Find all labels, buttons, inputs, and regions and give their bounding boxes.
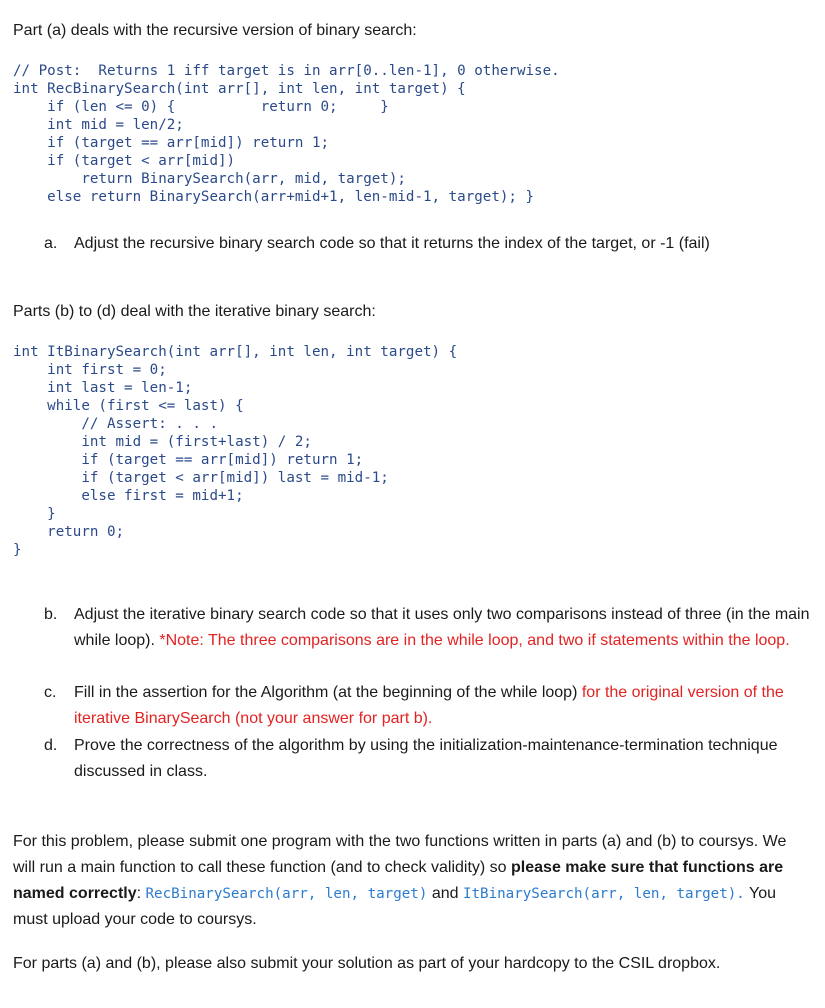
item-a-label: a. bbox=[44, 235, 58, 252]
it-function-signature: ItBinarySearch(arr, len, target). bbox=[462, 886, 745, 902]
code-line: else first = mid+1; bbox=[13, 488, 244, 504]
code-line: else return BinarySearch(arr+mid+1, len-mid-1, target); } bbox=[13, 189, 535, 205]
submit-text-4: You must upload your code to coursys. bbox=[13, 885, 776, 928]
code-line: if (len <= 0) { return 0; } bbox=[13, 99, 389, 115]
hardcopy-instructions: For parts (a) and (b), please also submit your solution as part of your hardcopy to the CSIL dropbox. bbox=[13, 955, 721, 972]
item-d bbox=[44, 733, 814, 785]
item-d-label: d. bbox=[44, 737, 58, 754]
code-line: if (target < arr[mid]) bbox=[13, 153, 236, 169]
code-line: // Assert: . . . bbox=[13, 416, 218, 432]
item-c-text: Fill in the assertion for the Algorithm (at the beginning of the while loop) bbox=[74, 684, 582, 701]
submit-instructions bbox=[13, 829, 813, 933]
part-a-intro: Part (a) deals with the recursive version of binary search: bbox=[13, 22, 417, 39]
item-a bbox=[44, 231, 814, 257]
submit-text-2: : bbox=[136, 885, 146, 902]
code-line: int last = len-1; bbox=[13, 380, 193, 396]
submit-text-1: For this problem, please submit one program with the two functions written in parts (a) and (b) to coursys. We will run a main function to call these function (and to check validity) so bbox=[13, 833, 787, 876]
code-line: } bbox=[13, 506, 56, 522]
item-b-text: Adjust the iterative binary search code so that it uses only two comparisons instead of three (in the main while loop). bbox=[74, 606, 810, 649]
item-b bbox=[44, 602, 814, 654]
item-c-red-text: for the original version of the iterative BinarySearch (not your answer for part b). bbox=[74, 684, 784, 727]
code-line: int ItBinarySearch(int arr[], int len, int target) { bbox=[13, 344, 458, 360]
parts-bd-intro: Parts (b) to (d) deal with the iterative binary search: bbox=[13, 303, 376, 320]
item-c-label: c. bbox=[44, 684, 57, 701]
code-line: int RecBinarySearch(int arr[], int len, int target) { bbox=[13, 81, 466, 97]
code-line: return 0; bbox=[13, 524, 125, 540]
code-line: int first = 0; bbox=[13, 362, 167, 378]
code-line: return BinarySearch(arr, mid, target); bbox=[13, 171, 406, 187]
code-line: if (target < arr[mid]) last = mid-1; bbox=[13, 470, 389, 486]
item-b-label: b. bbox=[44, 606, 58, 623]
rec-function-signature: RecBinarySearch(arr, len, target) bbox=[145, 886, 428, 902]
item-b-note: *Note: The three comparisons are in the while loop, and two if statements within the loop. bbox=[159, 632, 790, 649]
item-a-text: Adjust the recursive binary search code so that it returns the index of the target, or -1 (fail) bbox=[74, 235, 710, 252]
code-line: } bbox=[13, 542, 22, 558]
item-c bbox=[44, 680, 814, 732]
item-d-text: Prove the correctness of the algorithm by using the initialization-maintenance-termination technique discussed in class. bbox=[74, 737, 778, 780]
iterative-code-block bbox=[13, 343, 457, 559]
code-line: // Post: Returns 1 iff target is in arr[0..len-1], 0 otherwise. bbox=[13, 63, 560, 79]
code-line: int mid = len/2; bbox=[13, 117, 184, 133]
code-line: if (target == arr[mid]) return 1; bbox=[13, 135, 330, 151]
code-line: while (first <= last) { bbox=[13, 398, 244, 414]
code-line: if (target == arr[mid]) return 1; bbox=[13, 452, 364, 468]
submit-bold-text: please make sure that functions are named correctly bbox=[13, 859, 784, 902]
recursive-code-block bbox=[13, 62, 560, 206]
submit-text-3: and bbox=[427, 885, 463, 902]
code-line: int mid = (first+last) / 2; bbox=[13, 434, 312, 450]
